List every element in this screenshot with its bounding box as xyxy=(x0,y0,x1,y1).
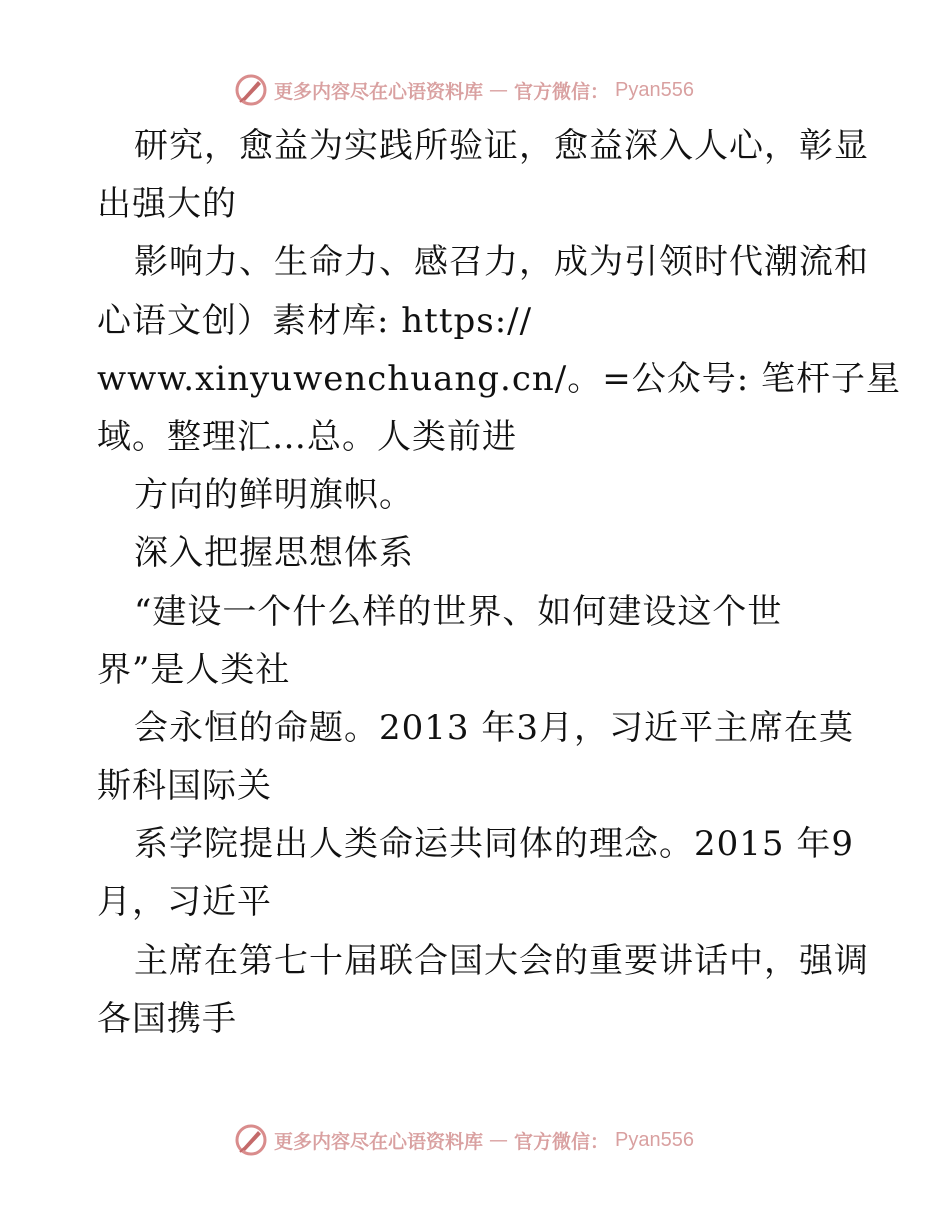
body-line: www.xinyuwenchuang.cn/。=公众号: 笔杆子星 xyxy=(97,358,901,399)
header-wechat-id: Pyan556 xyxy=(615,78,694,101)
footer-wechat-label: 官方微信： xyxy=(514,1130,610,1153)
footer-dash: — xyxy=(489,1129,509,1151)
header-brand-text: 更多内容尽在心语资料库 xyxy=(274,80,484,103)
body-line: 各国携手 xyxy=(97,998,237,1039)
header-wechat-label: 官方微信： xyxy=(514,80,610,103)
body-line: 斯科国际关 xyxy=(97,766,272,807)
body-line: 会永恒的命题。2013 年3月，习近平主席在莫 xyxy=(134,707,854,748)
quill-logo-icon xyxy=(234,1123,268,1157)
header-dash: — xyxy=(489,79,509,101)
body-line: “建设一个什么样的世界、如何建设这个世 xyxy=(134,591,783,632)
quill-logo-icon xyxy=(234,73,268,107)
body-line: 出强大的 xyxy=(97,184,237,225)
body-line: 系学院提出人类命运共同体的理念。2015 年9 xyxy=(134,824,854,865)
body-line: 影响力、生命力、感召力，成为引领时代潮流和 xyxy=(134,242,869,283)
body-line: 深入把握思想体系 xyxy=(134,533,414,574)
body-line: 方向的鲜明旗帜。 xyxy=(134,475,414,516)
footer-wechat-id: Pyan556 xyxy=(615,1128,694,1151)
footer-brand-text: 更多内容尽在心语资料库 xyxy=(274,1130,484,1153)
body-line: 域。整理汇…总。人类前进 xyxy=(97,416,517,457)
header-watermark xyxy=(234,72,694,108)
body-line: 研究，愈益为实践所验证，愈益深入人心，彰显 xyxy=(134,126,869,166)
document-body xyxy=(97,117,901,1048)
body-line: 月，习近平 xyxy=(97,882,272,923)
body-line: 主席在第七十届联合国大会的重要讲话中，强调 xyxy=(134,940,869,981)
body-line: 心语文创）素材库: https:// xyxy=(97,300,533,341)
footer-watermark xyxy=(234,1122,694,1158)
body-line: 界”是人类社 xyxy=(97,649,291,690)
